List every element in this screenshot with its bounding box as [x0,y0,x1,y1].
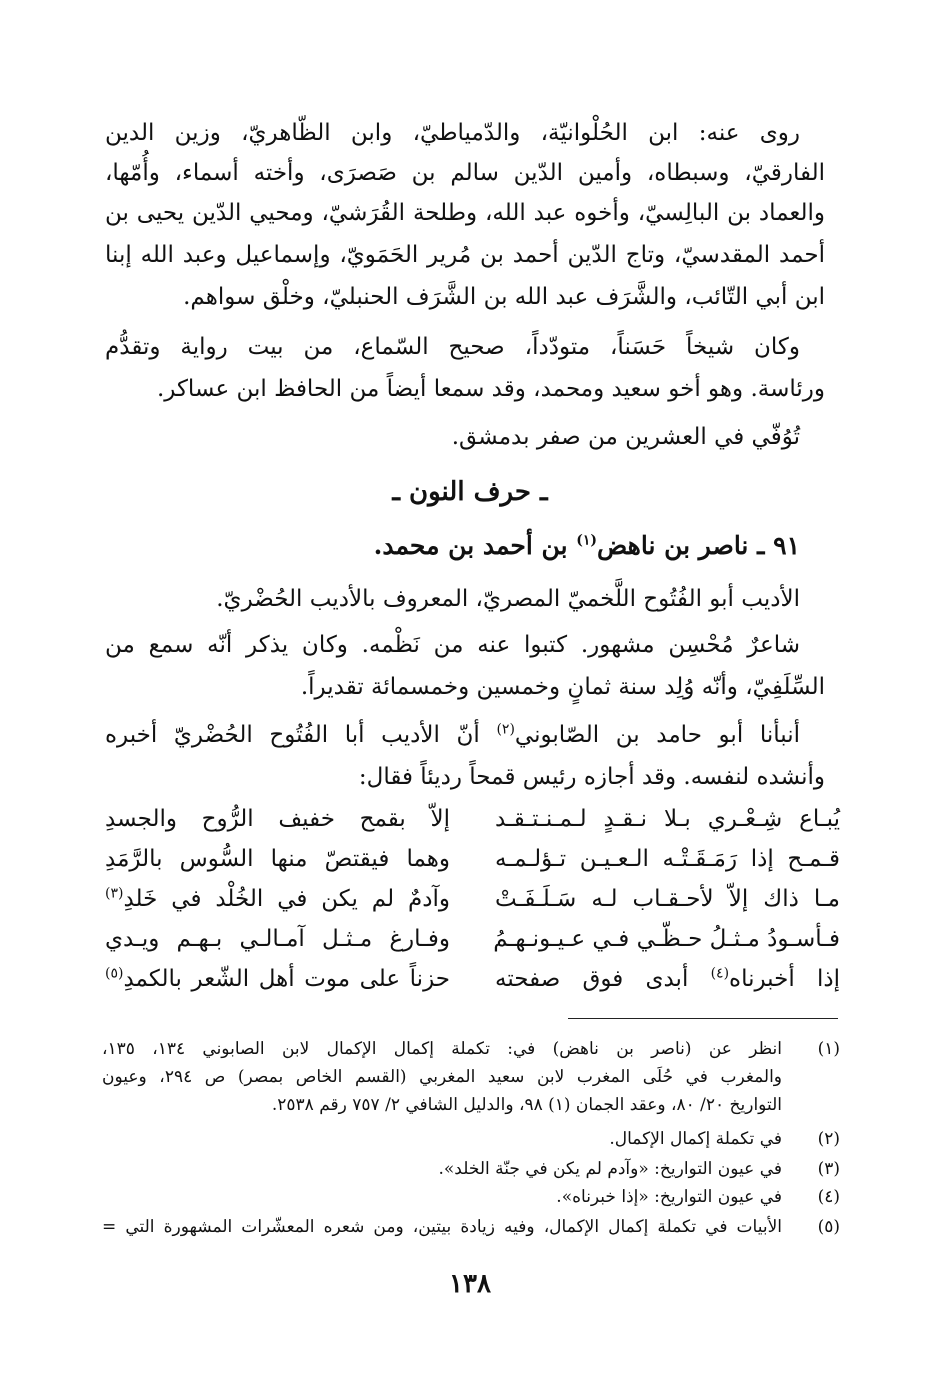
verse-hemistich-first: مـا ذاك إلاّ لأحـقـاب لـه سَـلَـفَـتْ [495,886,840,912]
footnote-text: انظر عن (ناصر بن ناهض) في: تكملة إكمال الإكمال لابن الصابوني ١٣٤، ١٣٥، [102,1039,783,1059]
verse-hemistich-second [105,962,450,996]
footnote-number: (٣) [817,1159,840,1179]
footnote-ref: (٢) [496,721,515,738]
footnote-number: (٥) [817,1217,840,1237]
footnote-text: في تكملة إكمال الإكمال. [609,1129,782,1149]
footnote [102,1184,840,1210]
text-span: أنبأنا أبو حامد بن الصّابوني [514,722,800,748]
verse-hemistich-first: فـأسـودُ مـثـلُ حـظّـي فـي عـيـونـهـمُ [493,926,840,952]
footnote-text: التواريخ ٢٠/ ٨٠، وعقد الجمان (١) ٩٨، والدليل الشافي ٢/ ٧٥٧ رقم ٢٥٣٨. [271,1095,782,1115]
text-line: شاعرٌ مُحْسِن مشهور. كتبوا عنه من نَظْمه. وكان يذكر أنّه سمع من [105,632,800,658]
footnote [102,1126,840,1152]
footnote-divider [568,1018,838,1019]
verse-hemistich-first: قـمـح إذا رَمَـقَـتْـه الـعـيـن تـؤلـمـه [495,846,840,872]
text-line: أحمد المقدسيّ، وتاج الدّين أحمد بن مُرير الحَمَويّ، وإسماعيل وعبد الله إبنا [105,242,825,268]
footnote-number: (٢) [817,1129,840,1149]
verse-hemistich-second: وفـارغ مـثـل آمـالـي بـهـم ويـدي [105,926,450,952]
verse-hemistich-second: إلاّ بقمح خفيف الرُّوح والجسدِ [105,806,450,832]
footnote-ref: (٥) [105,965,124,982]
entry-title-text: ٩١ ـ ناصر بن ناهض [597,531,800,560]
entry-title-text: بن أحمد بن محمد. [373,531,577,560]
verse-text: وآدمٌ لم يكن في الخُلْد في خَلدِ [123,886,450,912]
text-line: ابن أبي التّائب، والشَّرَف عبد الله بن الشَّرَف الحنبليّ، وخلْق سواهم. [183,284,825,310]
verse-hemistich-second: وهما فيقتصّ منها السُّوس بالرَّمَدِ [105,846,450,872]
verse-hemistich-first [495,962,840,996]
footnote-continuation [102,1064,840,1090]
footnote-text: الأبيات في تكملة إكمال الإكمال، وفيه زيادة بيتين، ومن شعره المعشّرات المشهورة التي = [102,1217,782,1237]
footnote-text: في عيون التواريخ: «وآدم لم يكن في جنّة الخلد». [438,1159,782,1179]
verse-hemistich-second [105,882,450,916]
text-line: الأديب أبو الفُتُوح اللَّخميّ المصريّ، المعروف بالأديب الحُضْريّ. [216,586,800,612]
text-line: ورئاسة. وهو أخو سعيد ومحمد، وقد سمعا أيضاً من الحافظ ابن عساكر. [156,376,825,402]
verse-text: إذا أخبرناه [729,966,840,992]
text-line [105,718,800,752]
verse-text: أبدى فوق صفحته [495,966,711,992]
footnote-text: في عيون التواريخ: «إذا خبرناه». [556,1187,782,1207]
footnote-number: (٤) [817,1187,840,1207]
footnote-ref: (٤) [710,965,730,982]
text-line: السِّلَفِيّ، وأنّه وُلِد سنة ثمانٍ وخمسين وخمسمائة تقديراً. [300,674,825,700]
verse-text: حزناً على موت أهل الشّعر بالكمدِ [123,966,450,992]
text-line: الفارقيّ، وسبطاه، وأمين الدّين سالم بن صَصرَى، وأخته أسماء، وأُمّها، [105,160,825,186]
text-span: أنّ الأديب أبا الفُتُوح الحُضْريّ أخبره [105,722,497,748]
footnote-number: (١) [817,1039,840,1059]
text-line: وكان شيخاً حَسَناً، متودّداً، صحيح السّماع، من بيت رواية وتقدُّم [105,334,800,360]
footnote-continuation [102,1092,840,1118]
page-number: ١٣٨ [449,1269,491,1299]
text-line: والعماد بن البالِسيّ، وأخوه عبد الله، وطلحة القُرَشيّ، ومحيي الدّين يحيى بن [105,200,825,226]
footnote-text: والمغرب في حُلَى المغرب لابن سعيد المغربي (القسم الخاص بمصر) ص ٢٩٤، وعيون [102,1067,783,1087]
death-line: تُوُفّي في العشرين من صفر بدمشق. [451,424,800,450]
verse-hemistich-first: يُبـاع شِـعْـري بـلا نـقـدٍ لـمـنـتـقـد [495,806,840,832]
entry-title [374,528,800,564]
section-heading: ـ حرف النون ـ [392,477,548,507]
text-line: وأنشده لنفسه. وقد أجازه رئيس قمحاً رديئاً فقال: [358,764,825,790]
text-line: روى عنه: ابن الحُلْوانيّة، والدّمياطيّ، وابن الظّاهريّ، وزين الدين [105,120,800,146]
footnote-ref: (٣) [105,885,124,902]
footnote [102,1156,840,1182]
footnote [102,1036,840,1062]
footnote-ref: (١) [576,532,598,549]
footnote [102,1214,840,1240]
